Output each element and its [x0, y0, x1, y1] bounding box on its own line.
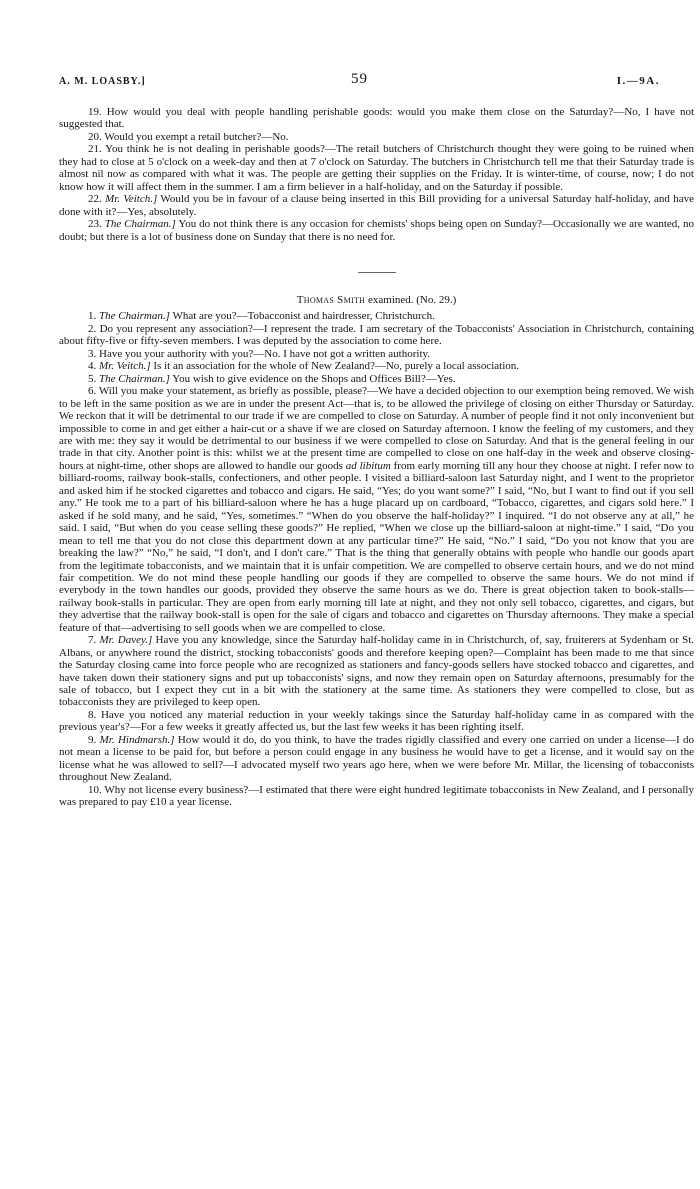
question-number: 6.: [88, 385, 97, 398]
question-paragraph: [59, 348, 694, 360]
speaker-name: The Chairman.]: [99, 372, 170, 385]
latin-phrase: ad libitum: [345, 459, 391, 472]
question-text: Will you make your statement, as briefly as possible, please?—We have a decided objection to our exemption being removed. We wish to be left in the same position as we are in under the present Act—that is, to be allowed the privilege of closing on either Thursday or Saturday. We reckon that it will be detrimental to our trade if we are compelled to close on Saturday. A number of people find it not only inconvenient but impossible to come in and get either a hair-cut or a shave if we are closed on Saturday afternoon. I know the feeling of my customers, and they are with me: they say it would be detrimental to our business if we were compelled to close on Saturday. And that is the general feeling in our trade in that city. Another point is this: whilst we at the present time are compelled to close on one half-day in the week and observe closing-hours at night-time, other shops are allowed to handle our goods: [59, 385, 694, 472]
question-text-continued: from early morning till any hour they choose at night. I refer now to billiard-rooms, railway book-stalls, confectioners, and other people. I visited a billiard-saloon last Saturday night, and I went to the proprietor and asked him if he stocked cigarettes and tobacco and cigars. He said, “Yes; do you want some?” I said, “No, but I want to find out if you sell any.” He took me to a part of his billiard-saloon where he has a huge placard up on cardboard, “Tobacco, cigarettes, and cigars sold here.” I asked if he sold many, and he said, “Yes, sometimes.” “When do you observe the half-holiday?” I inquired. “I do not observe any at all,” he said. I said, “But when do you cease selling these goods?” He replied, “When we close up the billiard-saloon at night-time.” I said, “Do you mean to tell me that you do not close this department down at any particular time?” He said, “No.” I said, “Do you not know that you are breaking the law?” “No,” he said, “I don't, and I don't care.” That is the thing that generally obtains with people who handle our goods apart from the legitimate tobacconists, and we maintain that it is unfair competition. We are compelled to observe certain hours, and we do not mind fair competition. We do not mind these people handling our goods if they are compelled to observe the same hours. We do not mind if everybody in the town handles our goods, provided they observe the same hours as we do. There is great objection taken to book-stalls—railway book-stalls in particular. They are open from early morning till late at night, and they not only sell tobacco, cigarettes, and cigars, but they advertise that the railway book-stall is open for the sale of cigars and tobacco and cigarettes on Thursday afternoons. They make a special feature of that—advertising to sell goods when we are compelled to close.: [59, 459, 694, 634]
question-text: Why not license every business?—I estimated that there were eight hundred legitimate tobacconists in New Zealand, and I personally was prepared to pay £10 a year license.: [59, 783, 694, 809]
question-paragraph: [59, 323, 694, 348]
question-number: 7.: [88, 634, 97, 647]
question-paragraph: [59, 310, 694, 322]
page-header: [59, 71, 660, 89]
evidence-part-two: [59, 310, 694, 808]
question-text: You think he is not dealing in perishable goods?—The retail butchers of Christchurch thought they were going to be ruined when they had to close at 5 o'clock on a week-day and then at 7 o'clock on Saturday. The butchers in Christchurch tell me that their Saturday trade is almost nil now as compared with what it was. The people are getting their supplies on the Friday. It is winter-time, of course, now; I do not know how it will affect them in the summer. I am a firm believer in a half-holiday, and on the Saturday if possible.: [59, 143, 694, 193]
question-number: 10.: [88, 783, 102, 796]
question-text: How would it do, do you think, to have the trades rigidly classified and every one carried on under a license—I do not mean a license to be paid for, but before a person could engage in any business he would have to get a license, and it would say on the license what he was allowed to sell?—I advocated myself two years ago here, when we were before Mr. Millar, the licensing of tobacconists throughout New Zealand.: [59, 733, 695, 784]
question-paragraph: [59, 143, 694, 193]
speaker-name: Mr. Hindmarsh.]: [99, 733, 175, 746]
question-text: You wish to give evidence on the Shops and Offices Bill?—Yes.: [172, 372, 456, 385]
speaker-name: The Chairman.]: [99, 310, 170, 323]
question-paragraph: [59, 193, 694, 218]
question-number: 9.: [88, 733, 97, 746]
evidence-part-one: [59, 106, 694, 243]
question-number: 1.: [88, 310, 97, 323]
question-number: 20.: [88, 130, 102, 143]
question-text: You do not think there is any occasion for chemists' shops being open on Sunday?—Occasionally we are wanted, no doubt; but there is a lot of business done on Sunday that there is no need for.: [59, 218, 695, 243]
question-number: 19.: [88, 106, 102, 118]
question-paragraph: [59, 131, 694, 143]
question-text: What are you?—Tobacconist and hairdresser, Christchurch.: [172, 310, 435, 323]
section-divider: [358, 272, 396, 273]
speaker-name: Mr. Veitch.]: [105, 193, 158, 206]
witness-name: Thomas Smith: [296, 293, 366, 306]
header-paper-reference: I.—9A.: [616, 75, 660, 87]
question-number: 3.: [88, 347, 97, 360]
question-paragraph: [59, 360, 694, 372]
question-number: 21.: [88, 143, 102, 156]
question-number: 2.: [88, 322, 97, 335]
question-paragraph: [59, 373, 694, 385]
page-number: 59: [351, 71, 368, 87]
speaker-name: Mr. Davey.]: [99, 634, 153, 647]
question-text: Do you represent any association?—I represent the trade. I am secretary of the Tobacconists' Association in Christchurch, containing about fifty-five or fifty-seven members. I was deputed by the association to come here.: [59, 322, 694, 348]
witness-examined-label: examined. (No. 29.): [365, 293, 457, 306]
question-text: Is it an association for the whole of New Zealand?—No, purely a local association.: [153, 360, 520, 373]
question-text: Would you exempt a retail butcher?—No.: [104, 130, 289, 143]
question-text: How would you deal with people handling perishable goods: would you make them close on the Saturday?—No, I have not suggested that.: [59, 106, 695, 131]
question-paragraph: [59, 106, 694, 131]
witness-heading: [59, 294, 694, 306]
question-text: Have you your authority with you?—No. I have not got a written authority.: [99, 347, 431, 360]
question-paragraph: [59, 385, 694, 634]
question-paragraph: [59, 634, 694, 709]
question-number: 22.: [88, 193, 102, 206]
page-body: [59, 106, 694, 809]
header-witness-name: A. M. LOASBY.]: [59, 76, 146, 87]
question-paragraph: [59, 734, 694, 784]
speaker-name: Mr. Veitch.]: [99, 360, 151, 373]
question-number: 4.: [88, 360, 97, 373]
question-text: Have you any knowledge, since the Saturday half-holiday came in in Christchurch, of, say, fruiterers at Sydenham or St. Albans, or anywhere round the district, stocking tobacconists' goods and therefore keeping open?—Complaint has been made to me that since the Saturday closing came into force people who are recognized as stationers and fancy-goods sellers have stocked tobacco and cigarettes, and have taken down their stationery signs and put up tobacconists' signs, and now they remain open on Saturday afternoons, presumably for the sale of tobacco, but I expect they cut in a bit with the stationery at the same time. As stationers they were compelled to close, but as tobacconists they are privileged to keep open.: [59, 634, 694, 709]
question-paragraph: [59, 709, 694, 734]
question-text: Have you noticed any material reduction in your weekly takings since the Saturday half-holiday came in as compared with the previous year's?—For a few weeks it greatly affected us, but the last few weeks it has been righting itself.: [59, 708, 694, 734]
speaker-name: The Chairman.]: [104, 218, 176, 231]
question-number: 8.: [88, 708, 97, 721]
question-paragraph: [59, 218, 694, 243]
question-number: 23.: [88, 218, 102, 231]
question-number: 5.: [88, 372, 97, 385]
question-paragraph: [59, 784, 694, 809]
question-text: Would you be in favour of a clause being inserted in this Bill providing for a universal Saturday half-holiday, and have done with it?—Yes, absolutely.: [59, 193, 695, 218]
